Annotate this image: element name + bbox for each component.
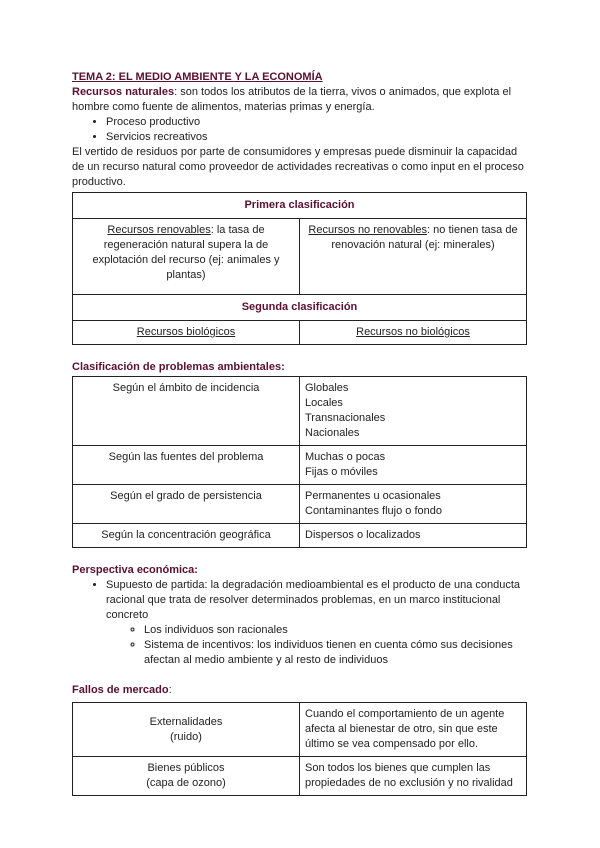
- list-item: [106, 578, 528, 668]
- value-text: Locales: [305, 397, 343, 409]
- list-item: ◦ Sistema de incentivos: los individuos tienen en cuenta cómo sus decisiones afectan al medio ambiente y al resto de individuos: [144, 638, 528, 668]
- table-row: [73, 524, 527, 548]
- fallo-name-cell: [73, 703, 300, 757]
- value-text: Muchas o pocas: [305, 451, 386, 463]
- list-item: • Servicios recreativos: [106, 130, 528, 145]
- problemas-heading: Clasificación de problemas ambientales:: [72, 361, 285, 373]
- no-renovables-text: : no tienen tasa de renovación natural (ej: minerales): [331, 224, 518, 251]
- fallos-table: [72, 702, 527, 796]
- renovables-cell: [73, 219, 300, 295]
- no-biologicos-cell: [300, 321, 527, 345]
- values-cell: [300, 446, 527, 485]
- fallos-heading: Fallos de mercado: [72, 684, 169, 696]
- fallo-description: Son todos los bienes que cumplen las propiedades de no exclusión y no rivalidad: [300, 757, 527, 796]
- fallo-name: Bienes públicos: [147, 762, 225, 774]
- no-renovables-term: Recursos no renovables: [308, 224, 428, 236]
- biologicos-cell: [73, 321, 300, 345]
- criterion-cell: Según las fuentes del problema: [73, 446, 300, 485]
- renovables-term: Recursos renovables: [107, 224, 211, 236]
- criterion-cell: Según la concentración geográfica: [73, 524, 300, 548]
- fallo-name-cell: [73, 757, 300, 796]
- segunda-clasificacion-header: Segunda clasificación: [73, 295, 527, 321]
- problemas-table: [72, 376, 527, 548]
- values-cell: [300, 524, 527, 548]
- value-text: Nacionales: [305, 427, 360, 439]
- list-item: ◦ Los individuos son racionales: [144, 623, 528, 638]
- criterion-cell: Según el grado de persistencia: [73, 485, 300, 524]
- renovables-text: : la tasa de regeneración natural supera la de explotación del recurso (ej: animales y plantas): [92, 224, 280, 281]
- table-row: [73, 485, 527, 524]
- biologicos-text: Recursos biológicos: [136, 326, 236, 338]
- vertido-paragraph: El vertido de residuos por parte de consumidores y empresas puede disminuir la capacidad de un recurso natural como proveedor de actividades recreativas o como input en el proceso productivo.: [72, 146, 524, 188]
- recursos-list: [72, 115, 528, 145]
- values-cell: [300, 485, 527, 524]
- fallo-description: Cuando el comportamiento de un agente afecta al bienestar de otro, sin que este último se vea compensado por ello.: [300, 703, 527, 757]
- clasificacion-table: [72, 192, 527, 345]
- document-page: [72, 70, 528, 796]
- value-text: Fijas o móviles: [305, 466, 378, 478]
- table-row: [73, 757, 527, 796]
- list-item: • Proceso productivo: [106, 115, 528, 130]
- value-text: Permanentes u ocasionales: [305, 490, 441, 502]
- fallo-example: (capa de ozono): [146, 777, 226, 789]
- recursos-definition: : son todos los atributos de la tierra, vivos o animados, que explota el hombre como fuente de alimentos, materias primas y energía.: [72, 86, 512, 113]
- fallos-heading-line: [72, 683, 528, 698]
- value-text: Dispersos o localizados: [305, 529, 421, 541]
- values-cell: [300, 377, 527, 446]
- no-renovables-cell: [300, 219, 527, 295]
- perspectiva-list: [72, 578, 528, 668]
- criterion-cell: Según el ámbito de incidencia: [73, 377, 300, 446]
- value-text: Globales: [305, 382, 349, 394]
- no-biologicos-text: Recursos no biológicos: [356, 326, 470, 338]
- fallo-example: (ruido): [170, 730, 202, 743]
- bullet-text: Supuesto de partida: la degradación medioambiental es el producto de una conducta racional que trata de resolver determinados problemas, en un marco institucional concreto: [106, 579, 521, 621]
- table-row: [73, 446, 527, 485]
- perspectiva-heading: Perspectiva económica:: [72, 564, 198, 576]
- table-row: [73, 377, 527, 446]
- table-row: [73, 703, 527, 757]
- value-text: Contaminantes flujo o fondo: [305, 505, 442, 517]
- value-text: Transnacionales: [305, 412, 386, 424]
- fallos-colon: :: [168, 684, 172, 696]
- perspectiva-sublist: [106, 623, 528, 668]
- document-title: TEMA 2: EL MEDIO AMBIENTE Y LA ECONOMÍA: [72, 71, 323, 83]
- primera-clasificacion-header: Primera clasificación: [73, 193, 527, 219]
- fallo-name: Externalidades: [149, 715, 223, 728]
- recursos-term: Recursos naturales: [72, 86, 175, 98]
- recursos-paragraph: [72, 85, 528, 115]
